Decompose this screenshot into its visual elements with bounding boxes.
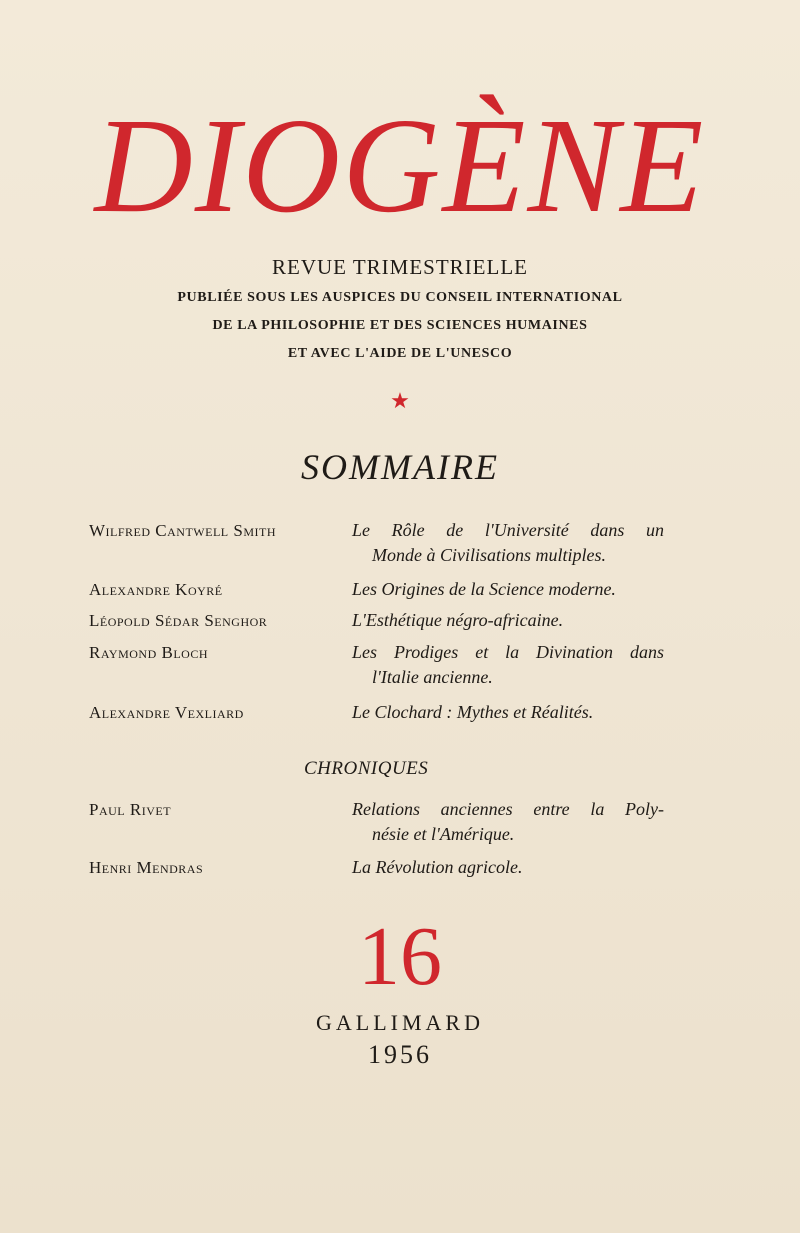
entry-title-line: Les Prodiges et la Divination dans — [352, 642, 664, 662]
entry-title — [352, 797, 664, 847]
publication-line-1: PUBLIÉE SOUS LES AUSPICES DU CONSEIL INTERNATIONAL — [177, 290, 623, 305]
star-icon: ★ — [390, 388, 410, 413]
issue-number: 16 — [358, 910, 442, 1003]
entry-title-line: l'Italie ancienne. — [372, 667, 493, 687]
entry-title-line: Le Clochard : Mythes et Réalités. — [352, 702, 594, 722]
entry-author: Léopold Sédar Senghor — [89, 611, 268, 630]
publication-line-2: DE LA PHILOSOPHIE ET DES SCIENCES HUMAINES — [212, 318, 588, 333]
entry-title-line: nésie et l'Amérique. — [372, 824, 515, 844]
entry-title-line: La Révolution agricole. — [352, 857, 523, 877]
sommaire-heading: SOMMAIRE — [301, 447, 499, 487]
entry-title — [352, 700, 664, 725]
entry-title — [352, 518, 664, 568]
entry-title — [352, 608, 664, 633]
publication-year: 1956 — [368, 1040, 432, 1069]
entry-title — [352, 577, 664, 602]
masthead-title: DIOGÈNE — [94, 91, 706, 241]
subtitle: REVUE TRIMESTRIELLE — [271, 255, 528, 279]
entry-title-line: Les Origines de la Science moderne. — [352, 579, 616, 599]
entry-title-line: Monde à Civilisations multiples. — [372, 545, 606, 565]
entry-title — [352, 640, 664, 690]
entry-author: Raymond Bloch — [89, 643, 208, 662]
chroniques-heading: CHRONIQUES — [304, 758, 429, 779]
entry-author: Wilfred Cantwell Smith — [89, 521, 276, 540]
entry-author: Paul Rivet — [89, 800, 172, 819]
entry-author: Alexandre Vexliard — [89, 703, 244, 722]
publication-line-3: ET AVEC L'AIDE DE L'UNESCO — [287, 346, 513, 361]
entry-title-line: L'Esthétique négro-africaine. — [352, 610, 564, 630]
publisher: GALLIMARD — [316, 1010, 484, 1035]
entry-title-line: Relations anciennes entre la Poly- — [352, 799, 664, 819]
entry-author: Henri Mendras — [89, 858, 204, 877]
entry-title — [352, 855, 664, 880]
entry-author: Alexandre Koyré — [89, 580, 223, 599]
entry-title-line: Le Rôle de l'Université dans un — [352, 520, 664, 540]
